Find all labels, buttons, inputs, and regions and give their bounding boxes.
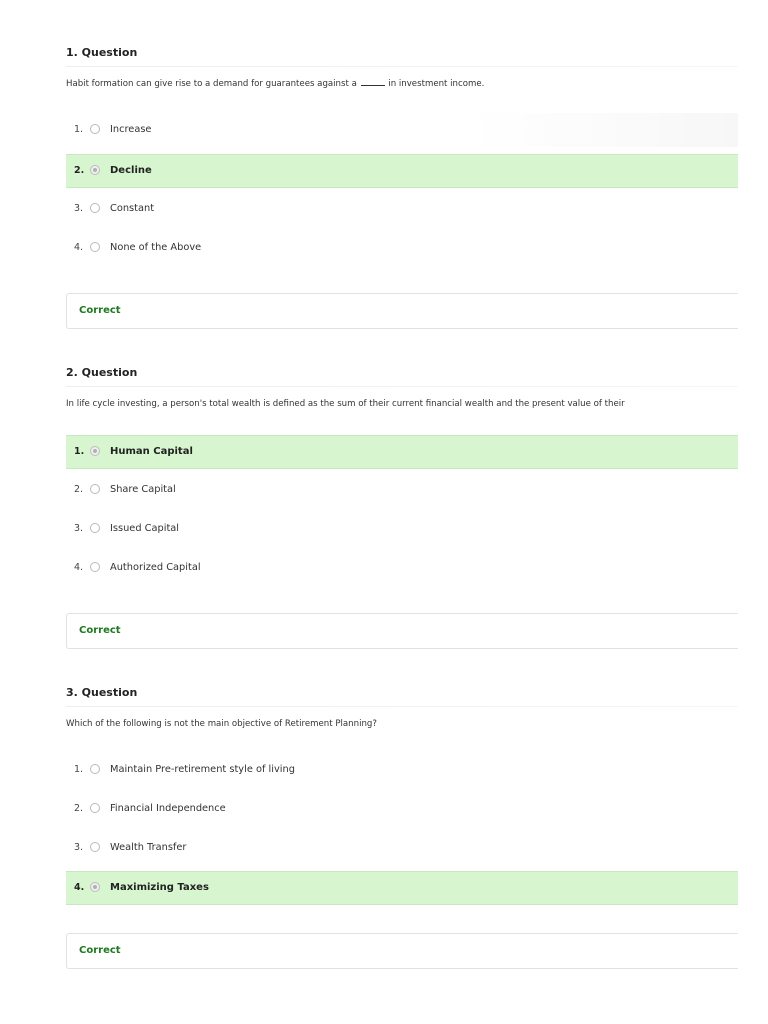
option-number: 3.	[74, 203, 84, 214]
option-number: 4.	[74, 882, 85, 893]
option-label: Share Capital	[110, 484, 176, 495]
option-4[interactable]	[66, 551, 738, 585]
option-label: Maximizing Taxes	[110, 882, 209, 893]
option-number: 4.	[74, 562, 84, 573]
option-3[interactable]	[66, 192, 738, 226]
option-number: 2.	[74, 803, 84, 814]
radio-button-icon[interactable]	[90, 203, 100, 213]
result-status: Correct	[79, 945, 121, 956]
radio-button-icon[interactable]	[90, 842, 100, 852]
option-label: Human Capital	[110, 446, 193, 457]
option-label: Decline	[110, 165, 152, 176]
radio-button-icon[interactable]	[90, 562, 100, 572]
question-text: Which of the following is not the main objective of Retirement Planning?	[66, 719, 377, 729]
option-number: 4.	[74, 242, 84, 253]
option-4[interactable]	[66, 231, 738, 265]
radio-button-icon[interactable]	[90, 523, 100, 533]
question-text-start: Habit formation can give rise to a demand for guarantees against a	[66, 79, 360, 89]
option-2[interactable]	[66, 473, 738, 507]
option-number: 2.	[74, 165, 85, 176]
divider	[66, 66, 738, 67]
option-number: 2.	[74, 484, 84, 495]
question-text	[66, 79, 484, 89]
option-4[interactable]	[66, 871, 738, 905]
option-3[interactable]	[66, 831, 738, 865]
option-number: 1.	[74, 446, 85, 457]
option-label: Authorized Capital	[110, 562, 201, 573]
option-label: Wealth Transfer	[110, 842, 187, 853]
result-box	[66, 293, 738, 329]
fill-in-blank	[361, 79, 385, 86]
option-number: 1.	[74, 124, 84, 135]
radio-button-icon[interactable]	[90, 803, 100, 813]
option-label: Issued Capital	[110, 523, 180, 534]
radio-button-icon[interactable]	[90, 165, 100, 175]
result-status: Correct	[79, 625, 121, 636]
option-number: 1.	[74, 764, 84, 775]
option-label: Financial Independence	[110, 803, 226, 814]
option-label: Constant	[110, 203, 155, 214]
option-number: 3.	[74, 523, 84, 534]
option-number: 3.	[74, 842, 84, 853]
question-title: 1. Question	[66, 46, 138, 59]
option-1[interactable]	[66, 435, 738, 469]
radio-button-icon[interactable]	[90, 124, 100, 134]
radio-button-icon[interactable]	[90, 446, 100, 456]
radio-button-icon[interactable]	[90, 484, 100, 494]
result-status: Correct	[79, 305, 121, 316]
option-2[interactable]	[66, 792, 738, 826]
question-title: 3. Question	[66, 686, 138, 699]
option-label: None of the Above	[110, 242, 202, 253]
result-box	[66, 613, 738, 649]
question-text-end: in investment income.	[385, 79, 485, 89]
option-3[interactable]	[66, 512, 738, 546]
option-1[interactable]	[66, 113, 738, 147]
divider	[66, 706, 738, 707]
option-label: Maintain Pre-retirement style of living	[110, 764, 295, 775]
option-1[interactable]	[66, 753, 738, 787]
question-title: 2. Question	[66, 366, 138, 379]
radio-button-icon[interactable]	[90, 882, 100, 892]
question-text: In life cycle investing, a person's total wealth is defined as the sum of their current financial wealth and the present value of their	[66, 399, 625, 409]
option-label: Increase	[110, 124, 152, 135]
result-box	[66, 933, 738, 969]
option-2[interactable]	[66, 154, 738, 188]
radio-button-icon[interactable]	[90, 764, 100, 774]
divider	[66, 386, 738, 387]
radio-button-icon[interactable]	[90, 242, 100, 252]
